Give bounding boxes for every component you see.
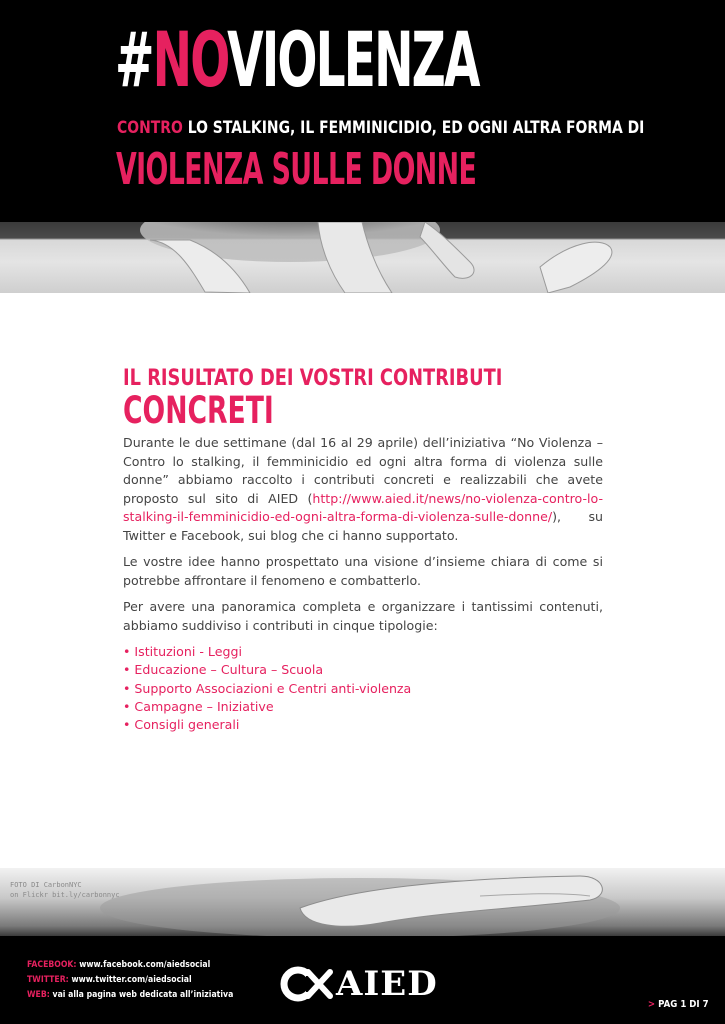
header-banner [0,0,725,222]
aied-news-link[interactable]: http://www.aied.it/news/no-violenza-contro-lo-stalking-il-femminicidio-ed-ogni-altra-forma-di-violenza-sulle-donne/ [123,490,603,524]
page-label: PAG 1 DI 7 [655,999,709,1010]
list-item: • Supporto Associazioni e Centri anti-violenza [123,680,412,696]
paragraph-intro [123,434,603,545]
main-content [123,366,603,734]
web-link[interactable] [27,988,233,1003]
aied-logo-text: AIED [336,964,438,1004]
hand-photo-top-icon [0,222,725,293]
subtitle-prefix: CONTRO [117,118,183,138]
list-item: • Campagne – Iniziative [123,698,274,714]
aied-logo [278,962,453,1006]
web-label: WEB: [27,990,50,1000]
subtitle-rest: LO STALKING, IL FEMMINICIDIO, ED OGNI ALTRA FORMA DI [182,118,645,138]
hand-photo-bottom-icon [0,868,725,936]
facebook-label: FACEBOOK: [27,960,77,970]
page-number [648,998,709,1012]
footer-social-links [27,958,233,1003]
footer [0,936,725,1024]
section-title: IL RISULTATO DEI VOSTRI CONTRIBUTI [123,366,503,391]
campaign-big-line: VIOLENZA SULLE DONNE [116,144,477,195]
category-list [123,643,603,734]
paragraph-intro-text-b: ), su Twitter e Facebook, sui blog che ci hanno supportato. [123,509,603,543]
list-item: • Educazione – Cultura – Scuola [123,662,324,678]
paragraph-categories: Per avere una panoramica completa e organizzare i tantissimi contenuti, abbiamo suddiviso i contributi in cinque tipologie: [123,599,603,633]
paragraph-intro-text-a: Durante le due settimane (dal 16 al 29 aprile) dell’iniziativa “No Violenza – Contro lo stalking, il femminicidio ed ogni altra forma di violenza sulle donne” abbiamo raccolto i contributi concreti e realizzabili che avete proposto sul sito di AIED ( [123,435,603,506]
facebook-value: www.facebook.com/aiedsocial [76,960,211,970]
photo-credit [10,880,120,900]
list-item: • Consigli generali [123,717,240,733]
photo-credit-line1: FOTO DI CarbonNYC [10,881,82,889]
page-arrow-icon: > [648,999,656,1010]
title-violenza: VIOLENZA [227,15,479,104]
photo-credit-line2: on Flickr bit.ly/carbonnyc [10,891,120,899]
web-value: vai alla pagina web dedicata all’iniziativa [49,990,234,1000]
campaign-title [115,12,479,108]
title-hash: # [115,15,153,104]
campaign-subtitle [117,117,644,139]
list-item: • Istituzioni - Leggi [123,644,242,659]
paragraph-vision: Le vostre idee hanno prospettato una visione d’insieme chiara di come si potrebbe affrontare il fenomeno e combatterlo. [123,554,603,588]
hand-photo-top [0,222,725,293]
section-big-title: CONCRETI [123,389,274,432]
facebook-link[interactable] [27,958,233,973]
twitter-label: TWITTER: [27,975,69,985]
twitter-link[interactable] [27,973,233,988]
aied-logo-mark-icon [278,962,334,1006]
twitter-value: www.twitter.com/aiedsocial [68,975,192,985]
title-no: NO [152,15,228,104]
hand-photo-bottom [0,868,725,936]
